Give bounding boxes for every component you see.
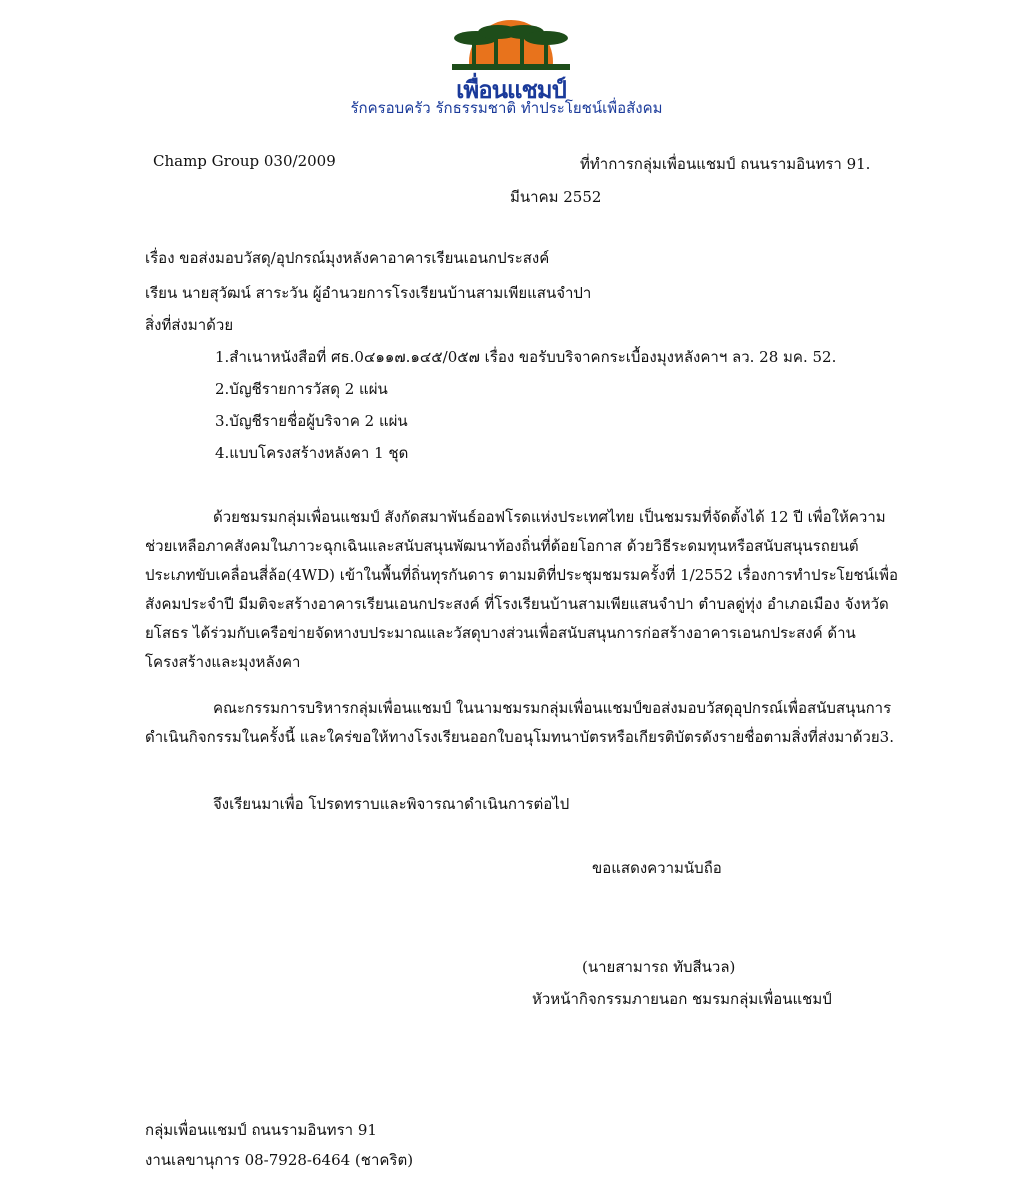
body-paragraph-1 [145,503,915,677]
body-paragraph-2 [145,694,915,752]
slogan: รักครอบครัว รักธรรมชาติ ทำประโยชน์เพื่อสังคม [350,99,663,117]
logo-text: เพื่อนแชมป์ [456,76,566,104]
closing-line: จึงเรียนมาเพื่อ โปรดทราบและพิจารณาดำเนินการต่อไป [213,795,570,813]
club-logo [436,14,586,104]
attachment-item: 3.บัญชีรายชื่อผู้บริจาค 2 แผ่น [215,412,408,430]
reference-number: Champ Group 030/2009 [153,152,336,170]
signer-name: (นายสามารถ ทับสีนวล) [582,958,736,976]
subject-line: เรื่อง ขอส่งมอบวัสดุ/อุปกรณ์มุงหลังคาอาคารเรียนเอนกประสงค์ [145,249,550,267]
footer-org: กลุ่มเพื่อนแชมป์ ถนนรามอินทรา 91 [145,1121,377,1139]
paragraph-line: โครงสร้างและมุงหลังคา [145,653,301,671]
letter-date: มีนาคม 2552 [510,188,602,206]
sender-address: ที่ทำการกลุ่มเพื่อนแชมป์ ถนนรามอินทรา 91. [580,155,871,173]
signer-title: หัวหน้ากิจกรรมภายนอก ชมรมกลุ่มเพื่อนแชมป์ [532,990,832,1008]
attachment-item: 1.สำเนาหนังสือที่ ศธ.0๔๑๑๗.๑๔๕/0๕๗ เรื่อง ขอรับบริจาคกระเบื้องมุงหลังคาฯ ลว. 28 มค. 52. [215,348,837,366]
attachment-item: 4.แบบโครงสร้างหลังคา 1 ชุด [215,444,409,462]
paragraph-line: ด้วยชมรมกลุ่มเพื่อนแชมป์ สังกัดสมาพันธ์ออฟโรดแห่งประเทศไทย เป็นชมรมที่จัดตั้งได้ 12 ปี เพื่อให้ความ [213,508,886,526]
paragraph-line: สังคมประจำปี มีมติจะสร้างอาคารเรียนเอนกประสงค์ ที่โรงเรียนบ้านสามเพียแสนจำปา ตำบลดู่ทุ่ง อำเภอเมือง จังหวัด [145,595,889,613]
salutation: ขอแสดงความนับถือ [592,859,722,877]
paragraph-line: ดำเนินกิจกรรมในครั้งนี้ และใคร่ขอให้ทางโรงเรียนออกใบอนุโมทนาบัตรหรือเกียรติบัตรดังรายชื่อตามสิ่งที่ส่งมาด้วย3. [145,728,894,746]
paragraph-line: ประเภทขับเคลื่อนสี่ล้อ(4WD) เข้าในพื้นที่ถิ่นทุรกันดาร ตามมติที่ประชุมชมรมครั้งที่ 1/2552 เรื่องการทำประโยชน์เพื่อ [145,566,898,584]
footer-contact: งานเลขานุการ 08-7928-6464 (ชาคริต) [145,1151,414,1169]
attachments-label: สิ่งที่ส่งมาด้วย [145,316,234,334]
attachment-item: 2.บัญชีรายการวัสดุ 2 แผ่น [215,380,388,398]
recipient-line: เรียน นายสุวัฒน์ สาระวัน ผู้อำนวยการโรงเรียนบ้านสามเพียแสนจำปา [145,284,592,302]
paragraph-line: คณะกรรมการบริหารกลุ่มเพื่อนแชมป์ ในนามชมรมกลุ่มเพื่อนแชมป์ขอส่งมอบวัสดุอุปกรณ์เพื่อสนับสนุนการ [213,699,892,717]
paragraph-line: ช่วยเหลือภาคสังคมในภาวะฉุกเฉินและสนับสนุนพัฒนาท้องถิ่นที่ด้อยโอกาส ด้วยวิธีระดมทุนหรือสนับสนุนรถยนต์ [145,537,859,555]
paragraph-line: ยโสธร ได้ร่วมกับเครือข่ายจัดหางบประมาณและวัสดุบางส่วนเพื่อสนับสนุนการก่อสร้างอาคารเอนกประสงค์ ด้าน [145,624,856,642]
